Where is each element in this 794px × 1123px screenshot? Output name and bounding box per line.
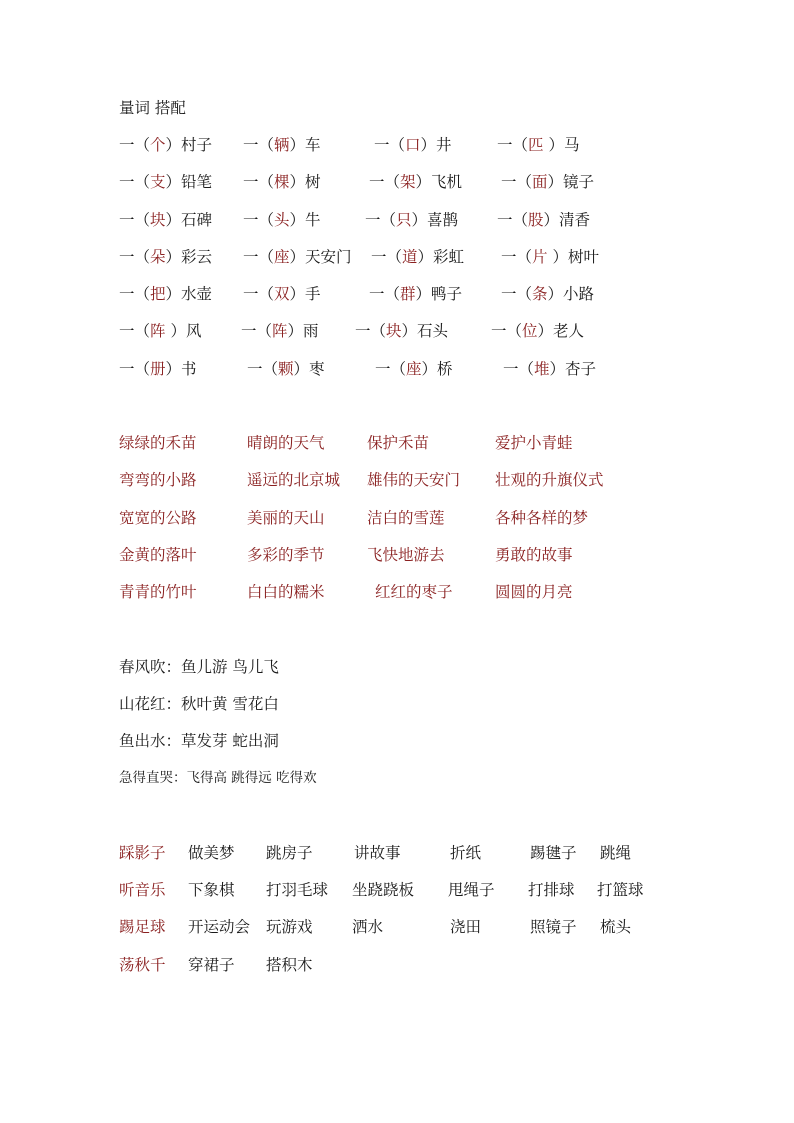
measure-prefix: 一（ <box>119 360 151 378</box>
measure-word-row <box>0 245 794 269</box>
activity: 穿裙子 <box>188 956 235 974</box>
activity: 讲故事 <box>354 844 401 862</box>
activity-row <box>0 841 794 865</box>
measure-prefix: 一（ <box>119 136 151 154</box>
measure-word: 群 <box>400 285 416 303</box>
measure-word-item <box>374 133 452 157</box>
section-heading: 量词 搭配 <box>119 99 186 117</box>
activity: 做美梦 <box>188 844 235 862</box>
measure-word: 位 <box>522 322 538 340</box>
measure-word: 块 <box>150 211 166 229</box>
phrase: 弯弯的小路 <box>119 471 197 489</box>
measure-noun: ）天安门 <box>289 248 352 266</box>
phrase-row <box>0 506 794 530</box>
measure-word: 座 <box>406 360 422 378</box>
measure-noun: ）彩虹 <box>417 248 465 266</box>
activity: 听音乐 <box>119 881 166 899</box>
section-heading-row <box>0 96 794 120</box>
measure-noun: ）清香 <box>543 211 591 229</box>
measure-word-item <box>247 357 325 381</box>
measure-word: 阵 <box>272 322 288 340</box>
measure-noun: ）手 <box>289 285 321 303</box>
phrase: 美丽的天山 <box>247 509 325 527</box>
measure-prefix: 一（ <box>119 211 151 229</box>
measure-word-item <box>369 170 462 194</box>
measure-prefix: 一（ <box>119 248 151 266</box>
measure-noun: ）马 <box>543 136 580 154</box>
measure-word-item <box>241 319 319 343</box>
phrase: 遥远的北京城 <box>247 471 341 489</box>
measure-word-item <box>119 282 212 306</box>
measure-word-item <box>243 245 352 269</box>
measure-word-item <box>369 282 462 306</box>
couplet-line <box>0 766 794 790</box>
activity: 折纸 <box>450 844 482 862</box>
measure-word: 只 <box>396 211 412 229</box>
phrase-row <box>0 431 794 455</box>
measure-word: 条 <box>532 285 548 303</box>
measure-word-item <box>501 245 599 269</box>
phrase: 保护禾苗 <box>367 434 430 452</box>
measure-word-item <box>243 282 321 306</box>
phrase: 飞快地游去 <box>367 546 445 564</box>
activity: 荡秋千 <box>119 956 166 974</box>
measure-noun: ）水壶 <box>165 285 213 303</box>
activity: 下象棋 <box>188 881 235 899</box>
measure-word-item <box>491 319 584 343</box>
phrase: 勇敢的故事 <box>495 546 573 564</box>
couplet-text: 急得直哭：飞得高 跳得远 吃得欢 <box>119 770 317 786</box>
couplet-line <box>0 655 794 679</box>
measure-word-row <box>0 282 794 306</box>
measure-noun: ）鸭子 <box>415 285 463 303</box>
measure-prefix: 一（ <box>501 248 533 266</box>
measure-word-item <box>501 170 594 194</box>
measure-word-item <box>119 245 212 269</box>
measure-noun: ）老人 <box>537 322 585 340</box>
measure-word: 面 <box>532 173 548 191</box>
measure-noun: ）风 <box>165 322 202 340</box>
activity: 玩游戏 <box>266 918 313 936</box>
phrase: 多彩的季节 <box>247 546 325 564</box>
measure-prefix: 一（ <box>243 173 275 191</box>
measure-prefix: 一（ <box>243 211 275 229</box>
activity: 开运动会 <box>188 918 251 936</box>
measure-prefix: 一（ <box>375 360 407 378</box>
measure-word-item <box>243 133 321 157</box>
measure-noun: ）枣 <box>293 360 325 378</box>
measure-noun: ）喜鹊 <box>411 211 459 229</box>
activity: 照镜子 <box>530 918 577 936</box>
measure-word-item <box>375 357 453 381</box>
measure-word: 支 <box>150 173 166 191</box>
measure-word-item <box>365 208 458 232</box>
measure-prefix: 一（ <box>119 285 151 303</box>
activity-row <box>0 953 794 977</box>
activity-row <box>0 915 794 939</box>
activity: 踩影子 <box>119 844 166 862</box>
measure-word: 道 <box>402 248 418 266</box>
activity: 踢毽子 <box>530 844 577 862</box>
activity: 坐跷跷板 <box>352 881 415 899</box>
measure-noun: ）车 <box>289 136 321 154</box>
measure-prefix: 一（ <box>374 136 406 154</box>
activity: 浇田 <box>450 918 482 936</box>
measure-noun: ）树叶 <box>547 248 599 266</box>
couplet-text: 春风吹：鱼儿游 鸟儿飞 <box>119 658 279 676</box>
phrase: 金黄的落叶 <box>119 546 197 564</box>
measure-noun: ）镜子 <box>547 173 595 191</box>
phrase: 红红的枣子 <box>375 583 453 601</box>
activity: 搭积木 <box>266 956 313 974</box>
measure-word: 颗 <box>278 360 294 378</box>
measure-word-item <box>371 245 464 269</box>
measure-noun: ）井 <box>420 136 452 154</box>
measure-word-item <box>119 208 212 232</box>
measure-word: 双 <box>274 285 290 303</box>
measure-prefix: 一（ <box>501 285 533 303</box>
phrase: 壮观的升旗仪式 <box>495 471 604 489</box>
measure-noun: ）铅笔 <box>165 173 213 191</box>
measure-prefix: 一（ <box>491 322 523 340</box>
measure-word-item <box>497 208 590 232</box>
activity: 打篮球 <box>597 881 644 899</box>
measure-prefix: 一（ <box>501 173 533 191</box>
measure-noun: ）彩云 <box>165 248 213 266</box>
phrase: 绿绿的禾苗 <box>119 434 197 452</box>
measure-word: 股 <box>528 211 544 229</box>
measure-prefix: 一（ <box>241 322 273 340</box>
measure-word-row <box>0 208 794 232</box>
measure-word-item <box>119 357 197 381</box>
measure-word: 把 <box>150 285 166 303</box>
measure-word: 册 <box>150 360 166 378</box>
phrase: 白白的糯米 <box>247 583 325 601</box>
measure-word: 架 <box>400 173 416 191</box>
measure-noun: ）雨 <box>287 322 319 340</box>
activity: 跳房子 <box>266 844 313 862</box>
measure-word-row <box>0 319 794 343</box>
measure-word-row <box>0 357 794 381</box>
phrase: 爱护小青蛙 <box>495 434 573 452</box>
measure-word: 片 <box>532 248 548 266</box>
measure-word: 头 <box>274 211 290 229</box>
activity-row <box>0 878 794 902</box>
phrase: 宽宽的公路 <box>119 509 197 527</box>
measure-word: 堆 <box>534 360 550 378</box>
activity: 甩绳子 <box>448 881 495 899</box>
measure-noun: ）杏子 <box>549 360 597 378</box>
measure-word-item <box>503 357 596 381</box>
measure-prefix: 一（ <box>497 211 529 229</box>
measure-word-item <box>497 133 579 157</box>
measure-prefix: 一（ <box>371 248 403 266</box>
couplet-text: 鱼出水：草发芽 蛇出洞 <box>119 732 279 750</box>
phrase: 各种各样的梦 <box>495 509 589 527</box>
couplet-line <box>0 729 794 753</box>
measure-word-item <box>119 319 201 343</box>
measure-word-item <box>501 282 594 306</box>
measure-noun: ）树 <box>289 173 321 191</box>
activity: 踢足球 <box>119 918 166 936</box>
measure-word: 匹 <box>528 136 544 154</box>
measure-word-item <box>119 170 212 194</box>
activity: 跳绳 <box>600 844 632 862</box>
measure-word: 棵 <box>274 173 290 191</box>
measure-prefix: 一（ <box>497 136 529 154</box>
measure-prefix: 一（ <box>119 322 151 340</box>
measure-word-item <box>119 133 212 157</box>
measure-word: 座 <box>274 248 290 266</box>
activity: 洒水 <box>352 918 384 936</box>
activity: 梳头 <box>600 918 632 936</box>
measure-prefix: 一（ <box>243 285 275 303</box>
measure-prefix: 一（ <box>243 248 275 266</box>
measure-noun: ）飞机 <box>415 173 463 191</box>
measure-noun: ）石碑 <box>165 211 213 229</box>
phrase-row <box>0 543 794 567</box>
phrase-row <box>0 468 794 492</box>
measure-noun: ）桥 <box>421 360 453 378</box>
measure-noun: ）村子 <box>165 136 213 154</box>
measure-prefix: 一（ <box>247 360 279 378</box>
couplet-line <box>0 692 794 716</box>
measure-word: 口 <box>405 136 421 154</box>
phrase: 雄伟的天安门 <box>367 471 461 489</box>
measure-word-item <box>243 208 321 232</box>
measure-word-row <box>0 133 794 157</box>
measure-prefix: 一（ <box>503 360 535 378</box>
measure-prefix: 一（ <box>119 173 151 191</box>
measure-prefix: 一（ <box>369 285 401 303</box>
measure-word: 个 <box>150 136 166 154</box>
measure-word: 朵 <box>150 248 166 266</box>
measure-prefix: 一（ <box>369 173 401 191</box>
phrase: 圆圆的月亮 <box>495 583 573 601</box>
couplet-text: 山花红：秋叶黄 雪花白 <box>119 695 279 713</box>
phrase: 晴朗的天气 <box>247 434 325 452</box>
measure-word-item <box>355 319 448 343</box>
measure-prefix: 一（ <box>365 211 397 229</box>
activity: 打排球 <box>528 881 575 899</box>
measure-noun: ）小路 <box>547 285 595 303</box>
measure-noun: ）书 <box>165 360 197 378</box>
measure-word-item <box>243 170 321 194</box>
measure-noun: ）牛 <box>289 211 321 229</box>
measure-prefix: 一（ <box>355 322 387 340</box>
phrase: 青青的竹叶 <box>119 583 197 601</box>
phrase: 洁白的雪莲 <box>367 509 445 527</box>
measure-word-row <box>0 170 794 194</box>
measure-word: 阵 <box>150 322 166 340</box>
activity: 打羽毛球 <box>266 881 329 899</box>
measure-prefix: 一（ <box>243 136 275 154</box>
measure-noun: ）石头 <box>401 322 449 340</box>
phrase-row <box>0 580 794 604</box>
measure-word: 辆 <box>274 136 290 154</box>
measure-word: 块 <box>386 322 402 340</box>
